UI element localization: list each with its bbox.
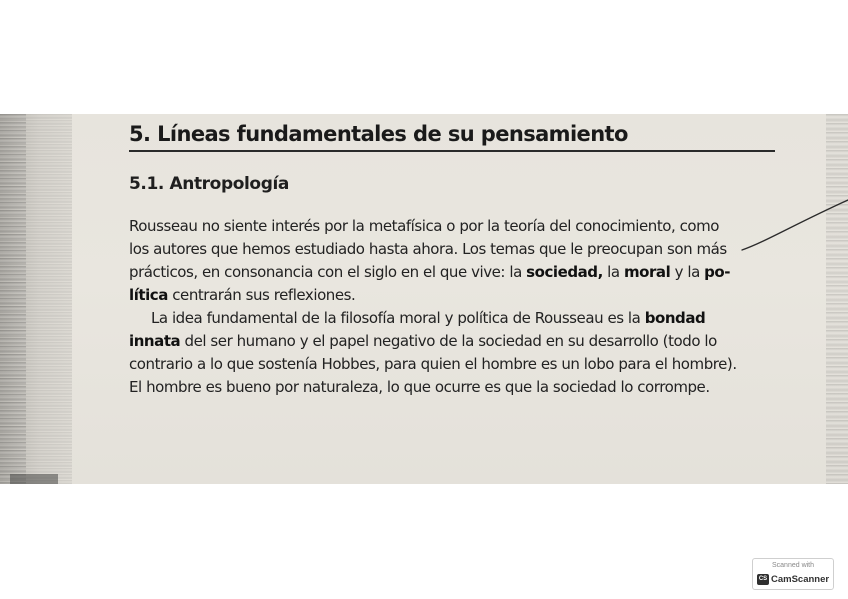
title-underline	[129, 150, 775, 152]
paragraph1-line4	[129, 286, 355, 304]
bold-term-bondad: bondad	[644, 309, 706, 327]
paragraph2-line1	[151, 309, 705, 327]
paragraph1-line2: los autores que hemos estudiado hasta ahora. Los temas que le preocupan son más	[129, 240, 727, 258]
paragraph1-line1: Rousseau no siente interés por la metafísica o por la teoría del conocimiento, como	[129, 217, 720, 235]
pen-annotation-mark	[740, 192, 848, 262]
text-segment: prácticos, en consonancia con el siglo en el que vive: la	[129, 263, 527, 281]
page-left-shadow	[0, 114, 26, 484]
bold-term-innata: innata	[129, 332, 181, 350]
page-right-edge	[826, 114, 848, 484]
bold-term-politica-start: po-	[704, 263, 731, 281]
text-segment: la	[602, 263, 624, 281]
paragraph2-line3: contrario a lo que sostenía Hobbes, para quien el hombre es un lobo para el hombre).	[129, 355, 737, 373]
bold-term-moral: moral	[623, 263, 671, 281]
camscanner-logo-icon: CS	[757, 574, 769, 585]
watermark-caption: Scanned with	[771, 562, 815, 569]
bold-term-sociedad: sociedad,	[526, 263, 603, 281]
page-corner-shadow	[10, 474, 58, 484]
watermark-brand: CamScanner	[771, 574, 830, 585]
paragraph1-line3	[129, 263, 730, 281]
scanned-page	[0, 114, 848, 484]
camscanner-watermark	[752, 558, 834, 590]
paragraph2-line4: El hombre es bueno por naturaleza, lo que ocurre es que la sociedad lo corrompe.	[129, 378, 710, 396]
text-segment: y la	[670, 263, 705, 281]
bold-term-politica-end: lítica	[129, 286, 168, 304]
paragraph2-line2	[129, 332, 717, 350]
text-segment: del ser humano y el papel negativo de la sociedad en su desarrollo (todo lo	[180, 332, 717, 350]
text-segment: La idea fundamental de la filosofía moral y política de Rousseau es la	[151, 309, 645, 327]
text-segment: centrarán sus reflexiones.	[167, 286, 356, 304]
section-title: 5. Líneas fundamentales de su pensamiento	[129, 122, 628, 146]
subsection-title: 5.1. Antropología	[129, 174, 289, 194]
